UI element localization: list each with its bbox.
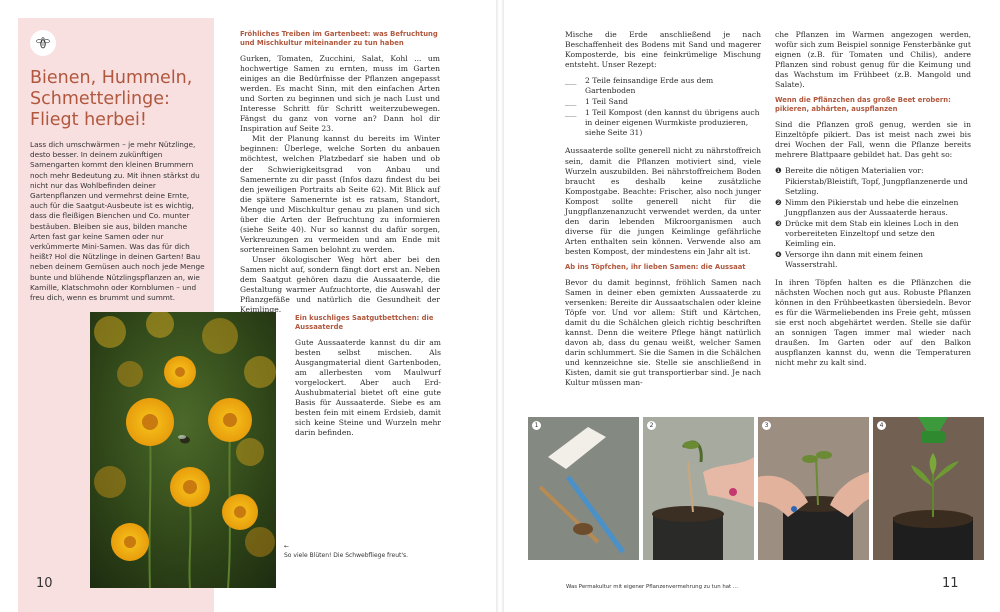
photo-caption: So viele Blüten! Die Schwebfliege freut's. xyxy=(284,552,409,559)
list-item: ❹ Versorge ihn dann mit einem feinen Wasserstrahl. xyxy=(775,249,924,269)
paragraph: Mit der Planung kannst du bereits im Winter beginnen: Überlege, welche Sorten du anbauen möchtest, welchen Platzbedarf sie haben und ob der Schwierigkeitsgrad von Anbau und Samenernte zu dir passt (Infos dazu findest du bei den jeweiligen Portraits ab Seite 62). Mit Blick auf die spätere Samenernte ist es ratsam, Standort, Menge und Mischkultur genau zu planen und sich über die Arten der Befruchtung zu informieren (siehe Seite 40). Nur so kannst du dafür sorgen, Verkreuzungen zu vermeiden und am Ende mit sortenreinen Samen belohnt zu werden. xyxy=(240,134,440,254)
text-column-3 xyxy=(775,30,971,374)
bee-icon xyxy=(30,30,56,56)
list-item: ___ 2 Teile feinsandige Erde aus dem Gartenboden xyxy=(565,76,714,96)
step-photo-4 xyxy=(873,417,984,560)
step-number: 1 xyxy=(532,421,541,430)
paragraph: Mische die Erde anschließend je nach Beschaffenheit des Bodens mit Sand und magerer Komposterde, bis eine feinkrümelige Mischung entsteht. Unser Rezept: xyxy=(565,30,761,70)
flower-photo xyxy=(90,312,276,588)
list-item: ❸ Drücke mit dem Stab ein kleines Loch in den vorbereiteten Einzeltopf und setze den Keimling ein. xyxy=(775,218,959,248)
paragraph: Gurken, Tomaten, Zucchini, Salat, Kohl ... um hochwertige Samen zu ernten, muss im Garten einiges an die Bedürfnisse der Pflanzen angepasst werden. Es macht Sinn, mit den einfachen Arten und Sorten zu beginnen und sich je nach Lust und Interesse Schritt für Schritt weiterzubewegen. Fängst du ganz von vorne an? Dann hol dir Inspiration auf Seite 23. xyxy=(240,54,440,134)
step-photo-1 xyxy=(528,417,639,560)
list-item: ___ 1 Teil Sand xyxy=(565,97,628,107)
paragraph: In ihren Töpfen halten es die Pflänzchen die nächsten Wochen noch gut aus. Robuste Pflanzen können in den Frühbeetkasten übersiedeln. Bevor es für die Wärmeliebenden ins Freie geht, müssen sie erst noch abgehärtet werden. Stelle sie dafür an sonnigen Tagen immer mal wieder nach draußen. Im Garten oder auf den Balkon auspflanzen kannst du, wenn die Temperaturen nicht mehr zu kalt sind. xyxy=(775,277,971,368)
list-item: ❷ Nimm den Pikierstab und hebe die einzelnen Jungpflanzen aus der Aussaaterde heraus. xyxy=(775,197,959,217)
step-number: 4 xyxy=(877,421,886,430)
text-column-1 xyxy=(240,30,440,315)
step-number: 2 xyxy=(647,421,656,430)
text-column-2 xyxy=(565,30,761,395)
list-item: ___ 1 Teil Kompost (den kannst du übrigens auch in deiner eigenen Wurmkiste produzieren, siehe Seite 31) xyxy=(565,108,760,138)
step-list xyxy=(775,166,971,269)
paragraph: Aussaaterde sollte generell nicht zu nährstoffreich sein, damit die Pflanzen motiviert sind, viele Wurzeln auszubilden. Bei nährstoffreichem Boden braucht es deshalb keine zusätzliche Kompostgabe. Beachte: Frischer, also noch junger Kompost sollte generell nicht für die Jungpflanzenanzucht verwendet werden, da unter den darin lebenden Mikroorganismen auch diverse für die jungen Keimlinge gefährliche Arten enthalten sein können. Verwende also am besten Kompost, der mindestens ein Jahr alt ist. xyxy=(565,146,761,256)
list-item: ❶ Bereite die nötigen Materialien vor: Pikierstab/Bleistift, Topf, Jungpflanzenerde und Setzling. xyxy=(775,166,968,196)
page-number-right: 11 xyxy=(942,576,959,591)
page-headline: Bienen, Hummeln, Schmetterlinge: Fliegt herbei! xyxy=(30,68,193,130)
step-photo-2 xyxy=(643,417,754,560)
step-photo-strip xyxy=(528,417,984,560)
subhead-aussaat: Ab ins Töpfchen, ihr lieben Samen: die Aussaat xyxy=(565,262,746,271)
step-photo-3 xyxy=(758,417,869,560)
recipe-list xyxy=(565,76,761,138)
caption-arrow: ← xyxy=(284,543,290,550)
subhead-befruchtung: Fröhliches Treiben im Gartenbeet: was Befruchtung und Mischkultur miteinander zu tun haben xyxy=(240,30,438,47)
step-number: 3 xyxy=(762,421,771,430)
running-footer: Was Permakultur mit eigener Pflanzenvermehrung zu tun hat ... xyxy=(566,584,739,590)
subhead-aussaaterde: Ein kuschliges Saatgutbettchen: die Aussaaterde xyxy=(295,314,434,331)
subhead-pikieren: Wenn die Pflänzchen das große Beet erobern: pikieren, abhärten, auspflanzen xyxy=(775,96,951,114)
paragraph: Sind die Pflanzen groß genug, werden sie in Einzeltöpfe pikiert. Das ist meist nach zwei bis drei Wochen der Fall, wenn die Pflanze bereits mehrere Blattpaare gebildet hat. Das geht so: xyxy=(775,120,971,160)
paragraph: Unser ökologischer Weg hört aber bei den Samen nicht auf, sondern fängt dort erst an. Neben dem Saatgut gehören dazu die Aussaaterde, die Gestaltung warmer Aufzuchtorte, die Auswahl der Pflanzgefäße und natürlich die Gesundheit der Keimlinge. xyxy=(240,254,440,315)
intro-text: Lass dich umschwärmen – je mehr Nützlinge, desto besser. In deinem zukünftigen Samengarten kommt den kleinen Brummern noch mehr Bedeutung zu. Mit ihnen stärkst du nicht nur das Wohlbefinden deiner Gartenpflanzen und vermehrst deine Ernte, auch für die Saatgut-Ausbeute ist es wichtig, dass die fleißigen Bienchen und Co. munter bestäuben. Bleiben sie aus, bilden manche Arten fast gar keine Samen oder nur verkümmerte Mini-Samen. Was das für dich heißt? Hol die Nützlinge in deinen Garten! Bau neben deinem Gemüsen auch noch jede Menge bunte und blühende Nützlingspflanzen an, wie Kamille, Klatschmohn oder Kornblumen – und freu dich, wenn es brummt und summt. xyxy=(30,140,205,303)
page-number-left: 10 xyxy=(36,576,53,591)
paragraph: Bevor du damit beginnst, fröhlich Samen nach Samen in deiner eben gemixten Aussaaterde zu versenken: Bereite dir Aussaatschalen oder kleine Töpfe vor. Und vor allem: Stift und Kärtchen, damit du die Schälchen gleich richtig beschriften kannst. Denn die weitere Pflege hängt natürlich davon ab, dass du genau weißt, welcher Samen darin schlummert. Sie die Samen in die Schälchen und kennzeichne sie. Stelle sie anschließend in Kisten, damit sie gut transportierbar sind. Je nach Kultur müssen man- xyxy=(565,277,761,388)
paragraph: Gute Aussaaterde kannst du dir am besten selbst mischen. Als Ausgangmaterial dient Gartenboden, am allerbesten vom Maulwurf vorgelockert. Aber auch Erd-Aushubmaterial bietet oft eine gute Basis für Aussaaterde. Siebe es am besten fein mit einem Erdsieb, damit sich keine Steine und Wurzeln mehr darin befinden. xyxy=(295,338,441,438)
paragraph: che Pflanzen im Warmen angezogen werden, wofür sich zum Beispiel sonnige Fensterbänke gut eignen (z.B. für Tomaten und Chilis), andere Pflanzen sind robust genug für die Keimung und das Wachstum im Frühbeet (z.B. Mangold und Salate). xyxy=(775,30,971,90)
book-spine xyxy=(496,0,504,612)
text-column-1b xyxy=(295,314,441,444)
